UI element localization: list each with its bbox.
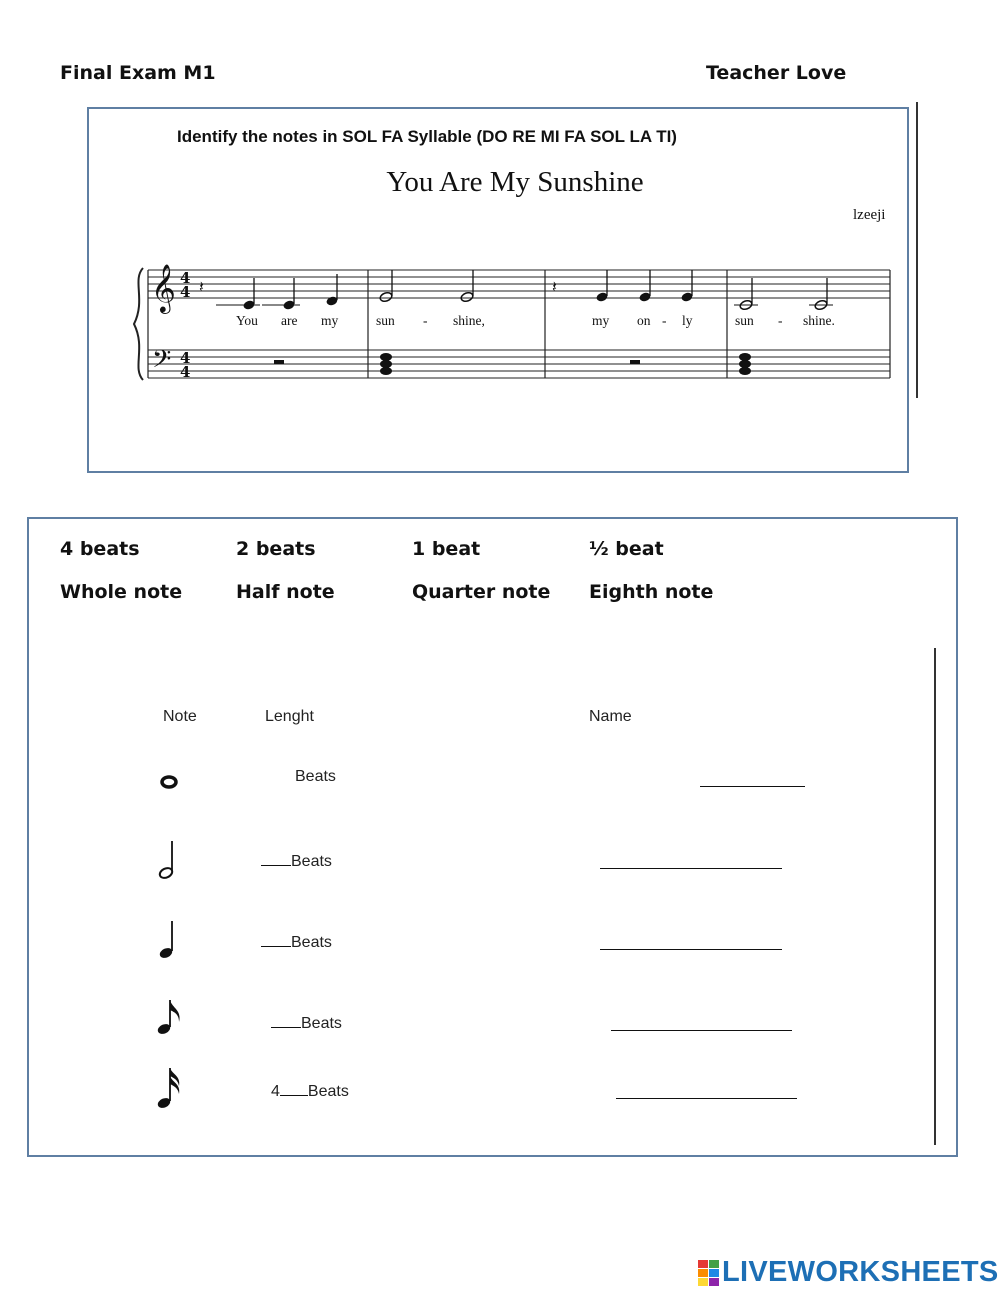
- liveworksheets-brand: LIVEWORKSHEETS: [722, 1256, 999, 1288]
- time-signatures: [180, 269, 190, 381]
- beats-answer-field[interactable]: [261, 932, 291, 947]
- brace-icon: [134, 268, 143, 380]
- whole-rest-icon: [274, 360, 284, 364]
- music-score: [0, 0, 1000, 400]
- legend-name: Whole note: [60, 581, 183, 603]
- half-note-icon: [460, 291, 474, 303]
- teacher-name: Teacher Love: [706, 62, 847, 84]
- beats-row: [261, 932, 332, 952]
- lyric-word: on: [637, 313, 651, 328]
- legend-name: Eighth note: [589, 581, 714, 603]
- whole-note-icon: [158, 772, 180, 792]
- lyric-word: -: [662, 313, 667, 328]
- quarter-note-icon: [156, 918, 180, 962]
- beats-row: [261, 851, 332, 871]
- eighth-note-icon: [154, 998, 184, 1038]
- column-header-note: Note: [163, 708, 197, 725]
- quarter-rest-icon: 𝄽: [552, 277, 557, 296]
- lyric-word: shine,: [453, 313, 485, 328]
- beats-prefix: 4: [271, 1083, 280, 1100]
- column-header-length: Lenght: [265, 708, 314, 725]
- quarter-rest-icon: 𝄽: [199, 277, 204, 296]
- beats-label: Beats: [291, 853, 332, 870]
- beats-label: Beats: [291, 934, 332, 951]
- lyric-word: ly: [682, 313, 693, 328]
- beats-answer-field[interactable]: [280, 1081, 308, 1096]
- note-values-box: [27, 517, 958, 1157]
- song-title: You Are My Sunshine: [386, 166, 644, 198]
- svg-text:4: 4: [180, 363, 191, 381]
- bass-staff: [148, 350, 890, 378]
- svg-text:4: 4: [180, 269, 191, 287]
- half-note-icon: [379, 291, 393, 303]
- legend-beats: 4 beats: [60, 538, 140, 560]
- half-note-icon: [156, 838, 180, 882]
- name-answer-field[interactable]: [600, 949, 782, 950]
- name-answer-field[interactable]: [611, 1030, 792, 1031]
- svg-text:4: 4: [180, 283, 191, 301]
- legend-beats: 1 beat: [412, 538, 481, 560]
- whole-rest-icon: [630, 360, 640, 364]
- melody-notes: [216, 270, 833, 311]
- lyric-word: sun: [376, 313, 395, 328]
- beats-answer-field[interactable]: [261, 851, 291, 866]
- name-answer-field[interactable]: [600, 868, 782, 869]
- beats-label: Beats: [301, 1015, 342, 1032]
- lyric-word: my: [592, 313, 610, 328]
- note-values-box-edge: [934, 648, 936, 1145]
- lyric-word: -: [423, 313, 428, 328]
- lyric-word: are: [281, 313, 298, 328]
- name-answer-field[interactable]: [616, 1098, 797, 1099]
- liveworksheets-logo-icon: [698, 1260, 720, 1286]
- composer: lzeeji: [853, 207, 886, 223]
- instruction: Identify the notes in SOL FA Syllable (DO RE MI FA SOL LA TI): [177, 127, 677, 146]
- legend-beats: 2 beats: [236, 538, 316, 560]
- legend-name: Quarter note: [412, 581, 551, 603]
- lyric-word: sun: [735, 313, 754, 328]
- beats-row: [271, 1013, 342, 1033]
- beats-label: Beats: [295, 768, 336, 785]
- beats-label: Beats: [307, 1083, 349, 1100]
- column-header-name: Name: [589, 708, 632, 725]
- lyric-word: You: [236, 313, 258, 328]
- svg-text:4: 4: [180, 349, 191, 367]
- beats-answer-field[interactable]: [271, 1013, 301, 1028]
- lyric-word: -: [778, 313, 783, 328]
- exam-title: Final Exam M1: [60, 62, 216, 84]
- treble-staff: [148, 270, 890, 298]
- legend-beats: ½ beat: [589, 538, 664, 560]
- lyric-word: shine.: [803, 313, 835, 328]
- lyric-word: my: [321, 313, 339, 328]
- bass-clef-icon: 𝄢: [152, 345, 172, 380]
- beats-row: [271, 1081, 349, 1101]
- legend-name: Half note: [236, 581, 335, 603]
- name-answer-field[interactable]: [700, 786, 805, 787]
- sixteenth-note-icon: [154, 1066, 184, 1112]
- treble-clef-icon: 𝄞: [151, 263, 176, 312]
